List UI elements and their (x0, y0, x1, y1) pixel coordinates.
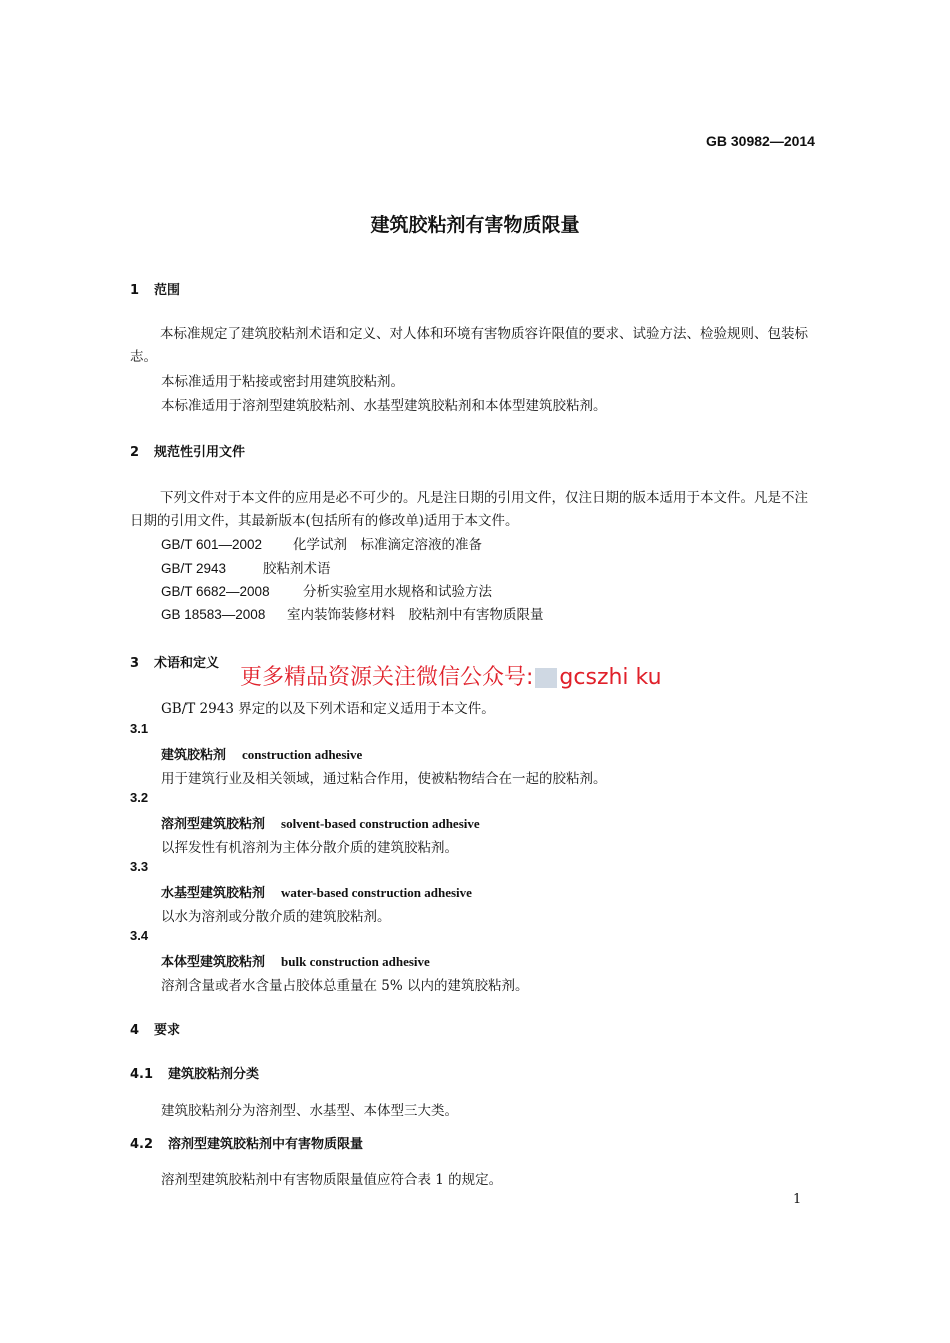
section-title: 范围 (154, 283, 181, 298)
reference-name: 化学试剂 标准滴定溶液的准备 (293, 537, 482, 553)
section-title: 术语和定义 (154, 656, 220, 671)
standard-number: GB 30982—2014 (706, 133, 815, 149)
term-name-zh: 本体型建筑胶粘剂 (161, 955, 266, 970)
subsection-number: 4.1 (130, 1067, 154, 1082)
term-name-en: bulk construction adhesive (281, 954, 430, 969)
term-definition: 用于建筑行业及相关领域，通过粘合作用，使被粘物结合在一起的胶粘剂。 (161, 771, 607, 787)
term-name (161, 744, 362, 763)
term-number: 3.4 (130, 928, 149, 943)
subsection-title: 溶剂型建筑胶粘剂中有害物质限量 (168, 1137, 364, 1152)
watermark-text: 更多精品资源关注微信公众号: (240, 665, 534, 690)
term-number: 3.1 (130, 721, 149, 736)
section-title: 规范性引用文件 (154, 445, 246, 460)
subsection-4-1-paragraph: 建筑胶粘剂分为溶剂型、水基型、本体型三大类。 (161, 1103, 458, 1119)
reference-code: GB 18583—2008 (161, 607, 266, 622)
reference-code: GB/T 601—2002 (161, 537, 263, 552)
reference-code: GB/T 2943 (161, 561, 227, 576)
term-definition: 以挥发性有机溶剂为主体分散介质的建筑胶粘剂。 (161, 840, 458, 856)
reference-item (161, 580, 492, 600)
document-title: 建筑胶粘剂有害物质限量 (370, 214, 580, 236)
section-2-heading (130, 441, 245, 460)
section-1-paragraph-1: 本标准规定了建筑胶粘剂术语和定义、对人体和环境有害物质容许限值的要求、试验方法、检验规则、包装标志。 (130, 326, 808, 365)
watermark-image-fragment (535, 668, 557, 688)
section-number: 2 (130, 445, 140, 460)
term-name-zh: 溶剂型建筑胶粘剂 (161, 817, 266, 832)
reference-name: 胶粘剂术语 (263, 561, 331, 577)
section-number: 1 (130, 283, 140, 298)
term-number: 3.3 (130, 859, 149, 874)
subsection-4-1-heading (130, 1063, 259, 1082)
term-name-en: solvent-based construction adhesive (281, 816, 480, 831)
watermark (240, 660, 662, 691)
section-title: 要求 (154, 1023, 181, 1038)
term-name-zh: 水基型建筑胶粘剂 (161, 886, 266, 901)
reference-item (161, 533, 482, 553)
section-3-paragraph-1: GB/T 2943 界定的以及下列术语和定义适用于本文件。 (161, 701, 495, 717)
page-number: 1 (793, 1192, 802, 1207)
subsection-number: 4.2 (130, 1137, 154, 1152)
term-definition: 溶剂含量或者水含量占胶体总重量在 5% 以内的建筑胶粘剂。 (161, 978, 529, 994)
section-3-heading (130, 652, 219, 671)
section-number: 4 (130, 1023, 140, 1038)
term-name (161, 951, 430, 970)
term-name-en: water-based construction adhesive (281, 885, 472, 900)
reference-item (161, 557, 331, 577)
term-name-en: construction adhesive (242, 747, 363, 762)
section-number: 3 (130, 656, 140, 671)
subsection-4-2-paragraph: 溶剂型建筑胶粘剂中有害物质限量值应符合表 1 的规定。 (161, 1172, 503, 1188)
reference-name: 室内装饰装修材料 胶粘剂中有害物质限量 (287, 607, 544, 623)
term-number: 3.2 (130, 790, 149, 805)
section-2-paragraph-1: 下列文件对于本文件的应用是必不可少的。凡是注日期的引用文件，仅注日期的版本适用于本文件。凡是不注日期的引用文件，其最新版本(包括所有的修改单)适用于本文件。 (130, 490, 808, 529)
watermark-account: gcszhi ku (559, 665, 662, 690)
section-1-heading (130, 279, 180, 298)
term-name (161, 882, 472, 901)
reference-name: 分析实验室用水规格和试验方法 (303, 584, 492, 600)
term-definition: 以水为溶剂或分散介质的建筑胶粘剂。 (161, 909, 391, 925)
section-4-heading (130, 1019, 180, 1038)
reference-code: GB/T 6682—2008 (161, 584, 270, 599)
term-name-zh: 建筑胶粘剂 (161, 748, 227, 763)
subsection-4-2-heading (130, 1133, 363, 1152)
section-1-paragraph-2: 本标准适用于粘接或密封用建筑胶粘剂。 (161, 374, 404, 390)
term-name (161, 813, 480, 832)
section-1-paragraph-3: 本标准适用于溶剂型建筑胶粘剂、水基型建筑胶粘剂和本体型建筑胶粘剂。 (161, 398, 607, 414)
subsection-title: 建筑胶粘剂分类 (168, 1067, 260, 1082)
reference-item (161, 603, 544, 623)
